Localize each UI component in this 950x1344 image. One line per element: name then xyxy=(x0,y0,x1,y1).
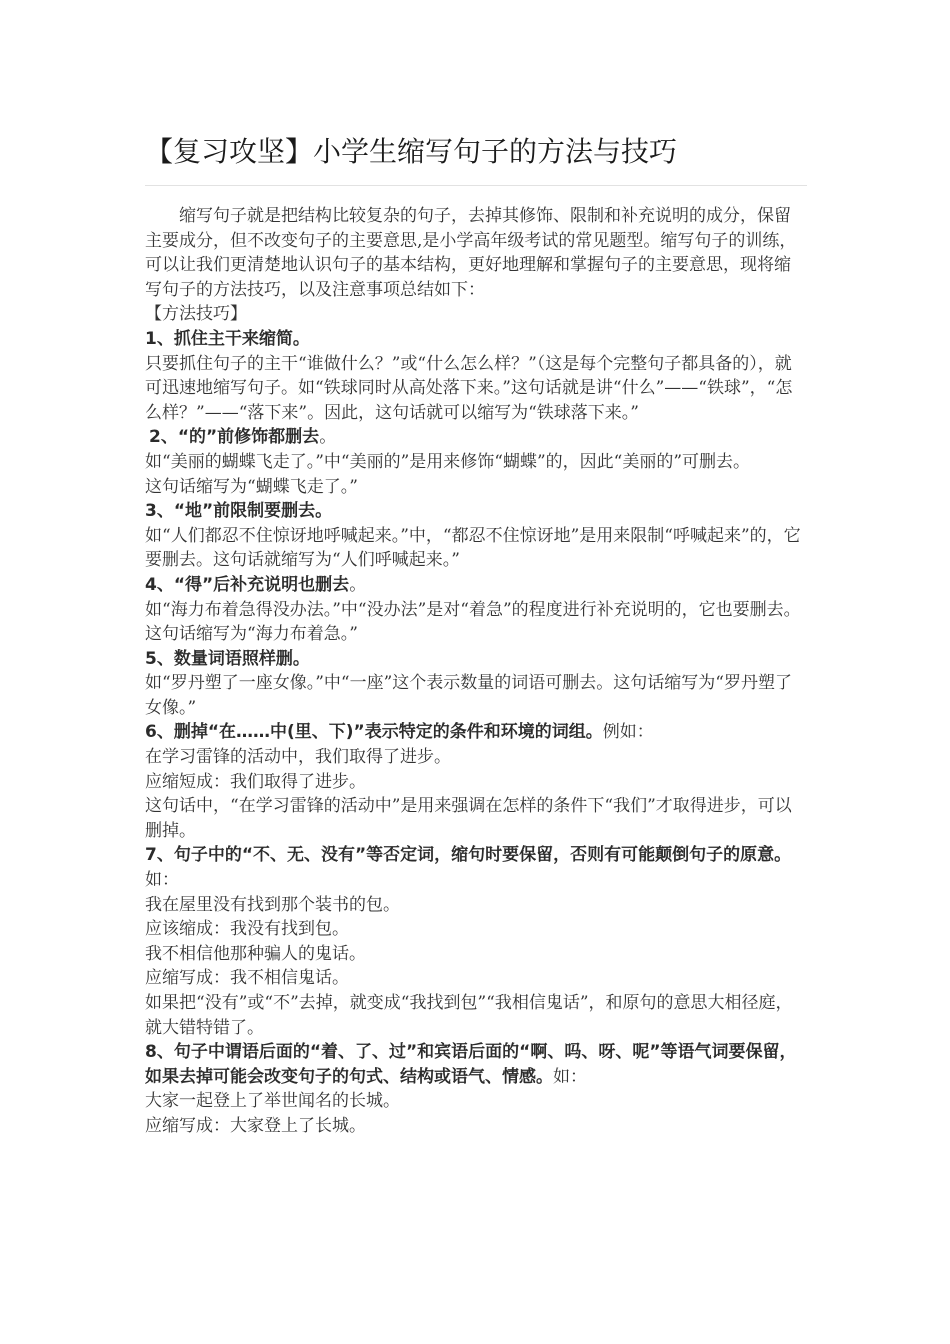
article-body xyxy=(145,204,807,1139)
method-heading-tail: 例如： xyxy=(602,722,654,743)
method-heading xyxy=(145,573,807,598)
method-paragraph: 如“美丽的蝴蝶飞走了。”中“美丽的”是用来修饰“蝴蝶”的，因此“美丽的”可删去。 xyxy=(145,451,751,472)
method-heading-tail: 如： xyxy=(553,1066,587,1087)
method-paragraph: 应缩写成：我不相信鬼话。 xyxy=(145,968,349,989)
method-heading-tail: 。 xyxy=(349,574,367,595)
title-divider xyxy=(145,185,807,186)
method-heading-text: 8、句子中谓语后面的“着、了、过”和宾语后面的“啊、吗、呀、呢”等语气词要保留，如果去掉可能会改变句子的句式、结构或语气、情感。 xyxy=(145,1042,797,1087)
section-label: 【方法技巧】 xyxy=(145,304,247,325)
method-paragraph: 只要抓住句子的主干“谁做什么？”或“什么怎么样？”（这是每个完整句子都具备的），就可迅速地缩写句子。如“铁球同时从高处落下来。”这句话就是讲“什么”——“铁球”，“怎么样？”——“落下来”。因此，这句话就可以缩写为“铁球落下来。” xyxy=(145,353,793,423)
method-paragraph: 应缩短成：我们取得了进步。 xyxy=(145,771,366,792)
method-paragraph: 在学习雷锋的活动中，我们取得了进步。 xyxy=(145,747,451,768)
method-paragraph: 大家一起登上了举世闻名的长城。 xyxy=(145,1091,400,1112)
method-heading-tail: 。 xyxy=(319,427,337,448)
method-heading xyxy=(145,647,807,672)
method-paragraph: 应缩写成：大家登上了长城。 xyxy=(145,1115,366,1136)
method-heading xyxy=(145,499,807,524)
method-heading xyxy=(145,1040,807,1089)
method-heading-text: 1、抓住主干来缩简。 xyxy=(145,328,310,349)
method-paragraph: 如“海力布着急得没办法。”中“没办法”是对“着急”的程度进行补充说明的，它也要删去。这句话缩写为“海力布着急。” xyxy=(145,599,801,645)
method-paragraph: 如果把“没有”或“不”去掉，就变成“我找到包”“我相信鬼话”，和原句的意思大相径庭，就大错特错了。 xyxy=(145,993,793,1038)
method-heading-text: 4、“得”后补充说明也删去 xyxy=(145,574,350,595)
method-heading xyxy=(145,843,807,892)
method-heading-tail: 如： xyxy=(145,870,179,891)
method-heading-text: 2、“的”前修饰都删去 xyxy=(149,427,320,448)
method-paragraph: 我不相信他那种骗人的鬼话。 xyxy=(145,943,366,964)
method-heading xyxy=(145,720,807,745)
method-paragraph: 如“罗丹塑了一座女像。”中“一座”这个表示数量的词语可删去。这句话缩写为“罗丹塑了女像。” xyxy=(145,673,792,718)
method-heading-text: 3、“地”前限制要删去。 xyxy=(145,501,333,522)
method-paragraph: 我在屋里没有找到那个装书的包。 xyxy=(145,894,400,915)
method-heading-text: 5、数量词语照样删。 xyxy=(145,648,310,669)
method-paragraph: 这句话中，“在学习雷锋的活动中”是用来强调在怎样的条件下“我们”才取得进步，可以删掉。 xyxy=(145,796,792,841)
method-heading-text: 7、句子中的“不、无、没有”等否定词，缩句时要保留，否则有可能颠倒句子的原意。 xyxy=(145,845,792,866)
method-heading-text: 6、删掉“在……中(里、下)”表示特定的条件和环境的词组。 xyxy=(145,722,603,743)
method-heading xyxy=(145,425,807,450)
method-paragraph: 如“人们都忍不住惊讶地呼喊起来。”中，“都忍不住惊讶地”是用来限制“呼喊起来”的，它要删去。这句话就缩写为“人们呼喊起来。” xyxy=(145,525,801,571)
intro-paragraph: 缩写句子就是把结构比较复杂的句子，去掉其修饰、限制和补充说明的成分，保留主要成分，但不改变句子的主要意思,是小学高年级考试的常见题型。缩写句子的训练，可以让我们更清楚地认识句子的基本结构，更好地理解和掌握句子的主要意思，现将缩写句子的方法技巧，以及注意事项总结如下： xyxy=(145,206,797,300)
page-title: 【复习攻坚】小学生缩写句子的方法与技巧 xyxy=(145,135,678,168)
method-paragraph: 这句话缩写为“蝴蝶飞走了。” xyxy=(145,476,358,497)
method-heading xyxy=(145,327,807,352)
method-paragraph: 应该缩成：我没有找到包。 xyxy=(145,919,349,940)
